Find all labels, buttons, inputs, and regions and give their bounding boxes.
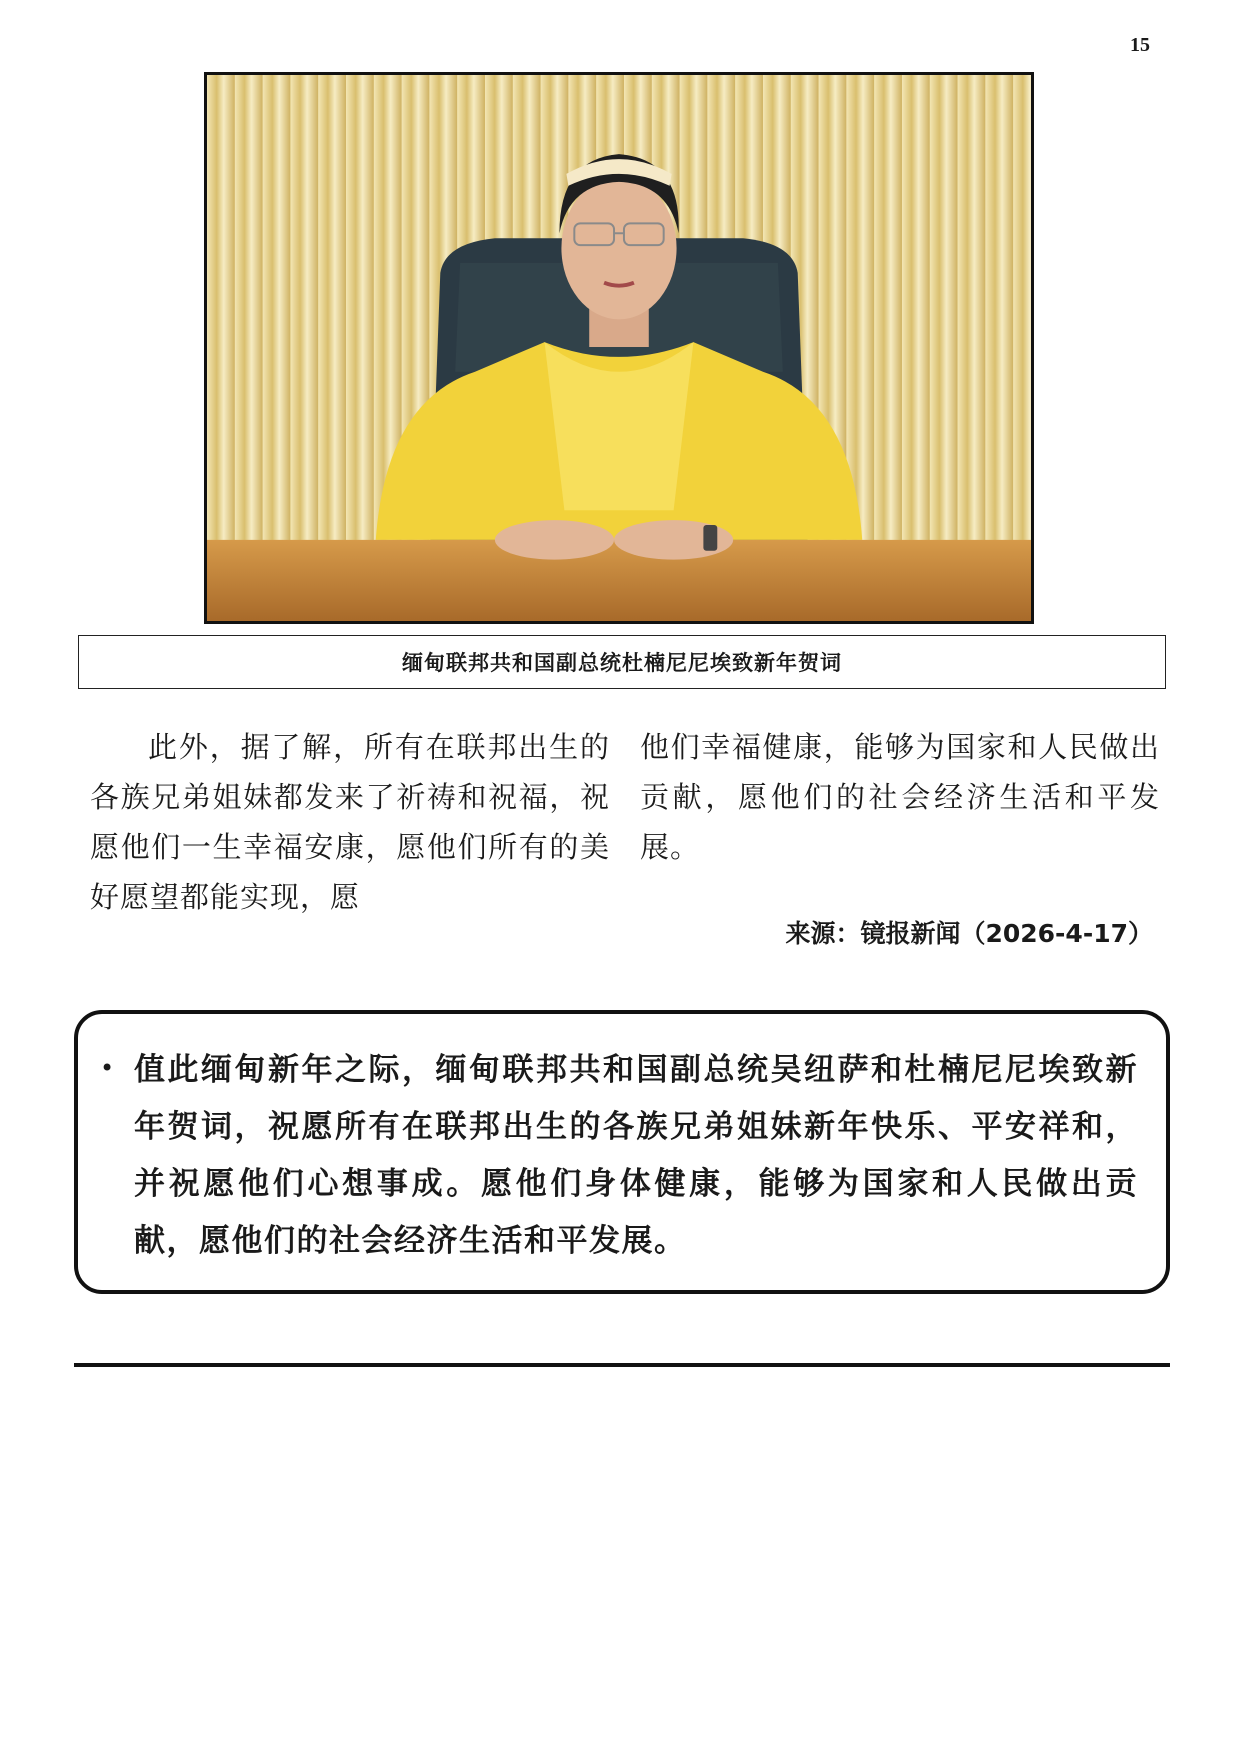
summary-box <box>74 1010 1170 1294</box>
portrait-photo <box>204 72 1034 624</box>
article-left-column: 此外，据了解，所有在联邦出生的各族兄弟姐妹都发来了祈祷和祝福，祝愿他们一生幸福安康，愿他们所有的美好愿望都能实现，愿 <box>90 730 610 914</box>
photo-caption: 缅甸联邦共和国副总统杜楠尼尼埃致新年贺词 <box>78 635 1166 689</box>
portrait-photo-icon <box>207 75 1031 621</box>
summary-text: 值此缅甸新年之际，缅甸联邦共和国副总统吴纽萨和杜楠尼尼埃致新年贺词，祝愿所有在联邦出生的各族兄弟姐妹新年快乐、平安祥和，并祝愿他们心想事成。愿他们身体健康，能够为国家和人民做出贡献，愿他们的社会经济生活和平发展。 <box>134 1052 1138 1259</box>
article-right-column: 他们幸福健康，能够为国家和人民做出贡献，愿他们的社会经济生活和平发展。 <box>640 730 1160 864</box>
divider <box>74 1363 1170 1367</box>
article-source: 来源：镜报新闻（2026-4-17） <box>785 919 1153 948</box>
bullet-icon: • <box>100 1054 115 1082</box>
page-number: 15 <box>1130 34 1150 56</box>
